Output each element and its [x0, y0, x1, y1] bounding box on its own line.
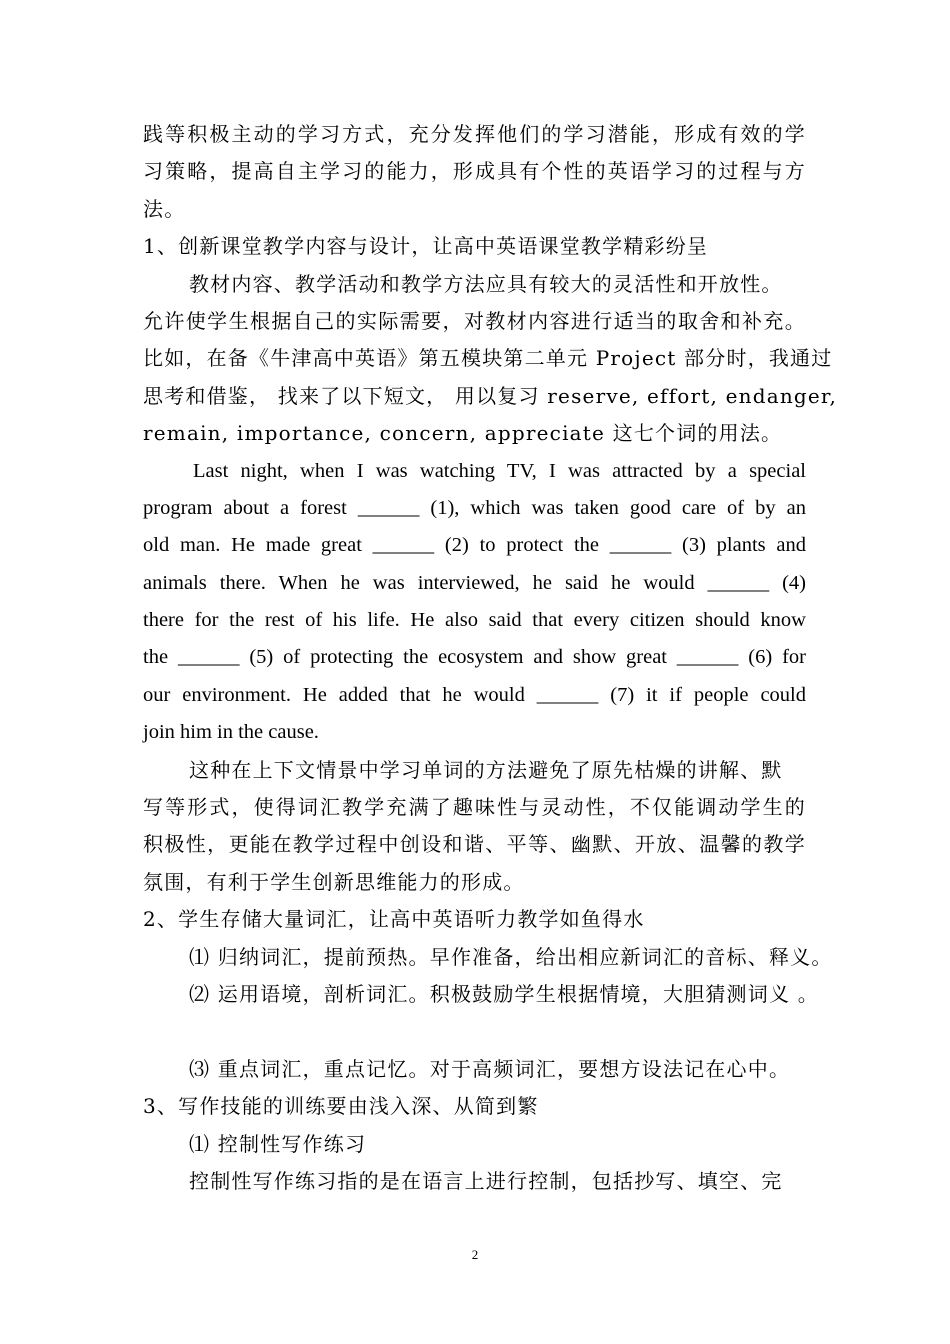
- list-item: ⑶ 重点词汇，重点记忆。对于高频词汇，要想方设法记在心中。: [189, 1056, 791, 1081]
- document-body: [143, 116, 838, 1200]
- english-passage-line: program about a forest ______ (1), which was taken good care of by an: [143, 496, 806, 519]
- english-passage-line: the ______ (5) of protecting the ecosystem and show great ______ (6) for: [143, 646, 806, 669]
- english-passage-line: our environment. He added that he would ______ (7) it if people could: [143, 683, 806, 706]
- english-passage-line: join him in the cause.: [143, 721, 319, 744]
- paragraph-line: 法。: [143, 196, 186, 221]
- list-item: ⑴ 控制性写作练习: [189, 1131, 367, 1156]
- paragraph-line: 这种在上下文情景中学习单词的方法避免了原先枯燥的讲解、默: [189, 757, 783, 782]
- paragraph-line: 教材内容、教学活动和教学方法应具有较大的灵活性和开放性。: [189, 271, 783, 296]
- english-passage-line: Last night, when I was watching TV, I was attracted by a special: [193, 459, 806, 482]
- paragraph-line: 积极性，更能在教学过程中创设和谐、平等、幽默、开放、温馨的教学: [143, 832, 806, 857]
- paragraph-line: 践等积极主动的学习方式，充分发挥他们的学习潜能，形成有效的学: [143, 122, 806, 146]
- english-passage-line: there for the rest of his life. He also said that every citizen should know: [143, 609, 806, 632]
- paragraph-line: 比如，在备《牛津高中英语》第五模块第二单元 Project 部分时，我通过: [143, 346, 833, 371]
- section-heading-3: 3、写作技能的训练要由浅入深、从简到繁: [143, 1094, 539, 1119]
- blank-line: [143, 1013, 806, 1050]
- section-heading-2: 2、学生存储大量词汇，让高中英语听力教学如鱼得水: [143, 907, 645, 932]
- list-item: ⑵ 运用语境，剖析词汇。积极鼓励学生根据情境，大胆猜测词义 。: [189, 981, 819, 1006]
- page-number: 2: [471, 1247, 479, 1262]
- section-heading-1: 1、创新课堂教学内容与设计，让高中英语课堂教学精彩纷呈: [143, 234, 709, 259]
- paragraph-line: 写等形式，使得词汇教学充满了趣味性与灵动性，不仅能调动学生的: [143, 795, 806, 820]
- paragraph-line: 思考和借鉴， 找来了以下短文， 用以复习 reserve, effort, endanger,: [143, 383, 838, 408]
- paragraph-line: 氛围，有利于学生创新思维能力的形成。: [143, 869, 525, 894]
- paragraph-line: 习策略，提高自主学习的能力，形成具有个性的英语学习的过程与方: [143, 159, 806, 184]
- list-item: ⑴ 归纳词汇，提前预热。早作准备，给出相应新词汇的音标、释义。: [189, 944, 833, 969]
- paragraph-line: 允许使学生根据自己的实际需要，对教材内容进行适当的取舍和补充。: [143, 308, 806, 333]
- paragraph-line: remain, importance, concern, appreciate 这七个词的用法。: [143, 421, 783, 446]
- paragraph-line: 控制性写作练习指的是在语言上进行控制，包括抄写、填空、完: [189, 1168, 783, 1193]
- english-passage-line: old man. He made great ______ (2) to protect the ______ (3) plants and: [143, 534, 806, 557]
- english-passage-line: animals there. When he was interviewed, he said he would ______ (4): [143, 571, 806, 594]
